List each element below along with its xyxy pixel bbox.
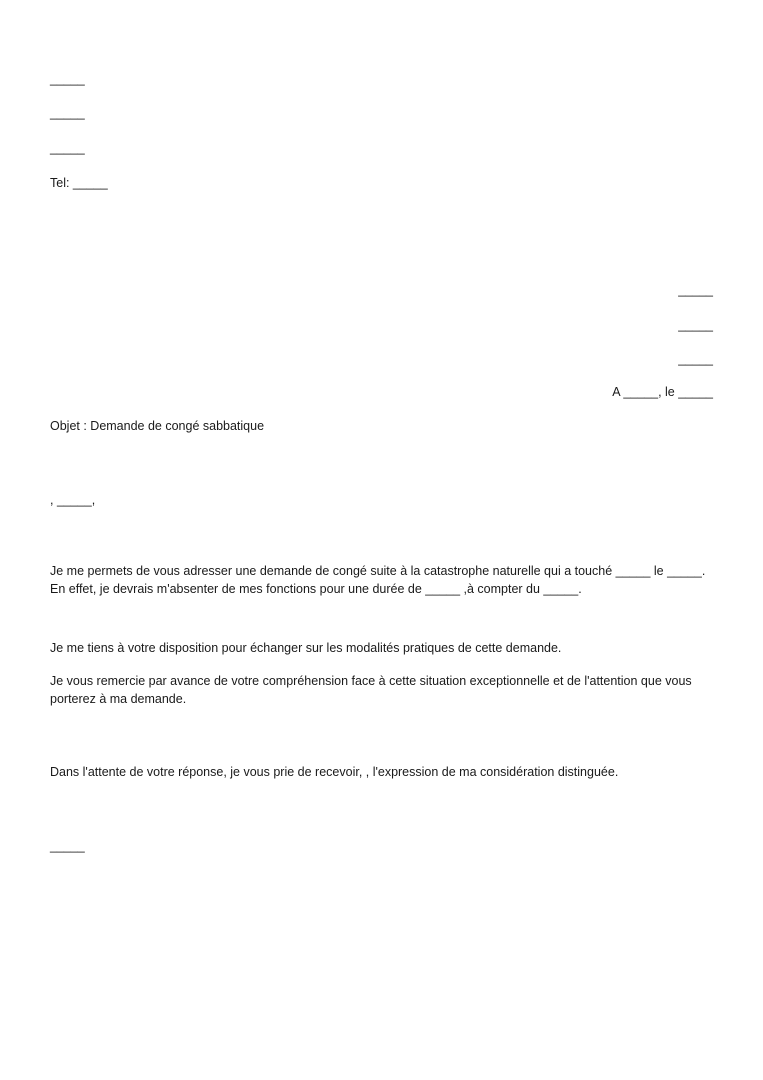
subject-line: Objet : Demande de congé sabbatique — [50, 419, 265, 433]
closing-formula: Dans l'attente de votre réponse, je vous prie de recevoir, , l'expression de ma considération distinguée. — [50, 765, 619, 779]
recipient-line-1: _____ — [678, 283, 713, 297]
body-paragraph-3: Je vous remercie par avance de votre compréhension face à cette situation exceptionnelle et de l'attention que vous porterez à ma demande. — [50, 674, 692, 706]
recipient-line-2: _____ — [678, 318, 713, 332]
recipient-line-3: _____ — [678, 352, 713, 366]
sender-tel: Tel: _____ — [50, 176, 108, 190]
place-date: A _____, le _____ — [612, 385, 713, 399]
body-paragraph-1: Je me permets de vous adresser une demande de congé suite à la catastrophe naturelle qui a touché _____ le _____. En effet, je devrais m'absenter de mes fonctions pour une durée de _____ ,à compter du _____. — [50, 564, 706, 596]
salutation: , _____, — [50, 493, 96, 507]
sender-line-1: _____ — [50, 72, 85, 86]
sender-line-3: _____ — [50, 141, 85, 155]
signature-line: _____ — [50, 839, 85, 853]
sender-line-2: _____ — [50, 106, 85, 120]
body-paragraph-2: Je me tiens à votre disposition pour échanger sur les modalités pratiques de cette demande. — [50, 641, 562, 655]
